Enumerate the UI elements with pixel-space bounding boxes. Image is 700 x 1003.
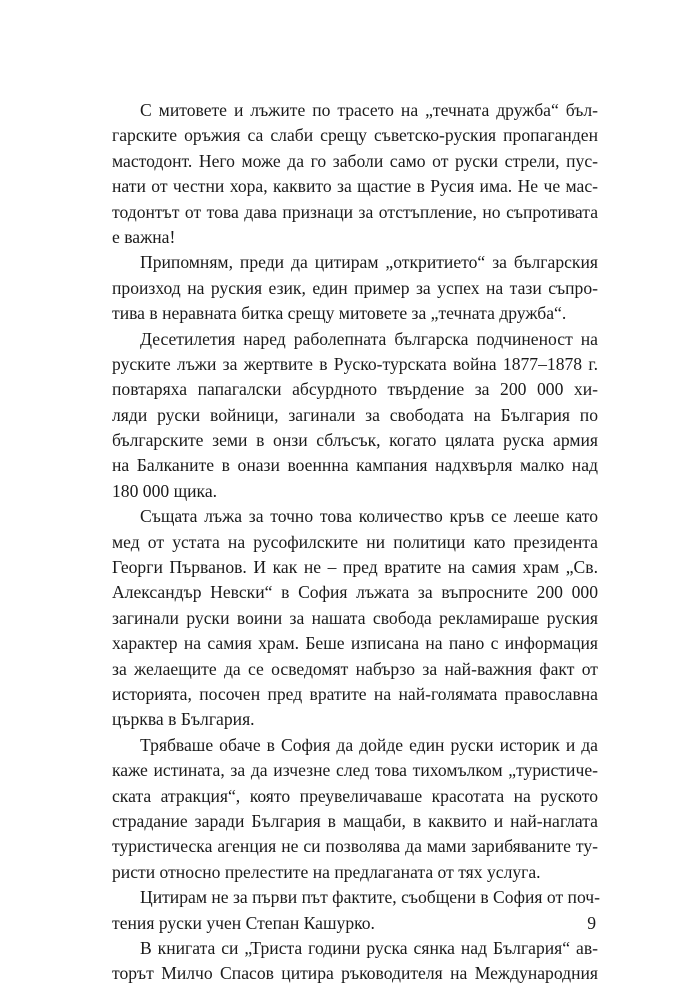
- text-line: Александър Невски“ в София лъжата за въпросните 200 000: [112, 582, 598, 603]
- paragraph: [112, 733, 598, 885]
- text-line: 180 000 щика.: [112, 480, 218, 501]
- text-line: историята, посочен пред вратите на най-голямата православна: [112, 683, 598, 704]
- text-line: Десетилетия наред раболепната българска подчиненост на: [140, 328, 598, 349]
- text-line: повтаряха папагалски абсурдното твърдение за 200 000 хи-: [112, 379, 598, 400]
- text-line: страдание заради България в мащаби, в каквито и най-наглата: [112, 810, 598, 831]
- text-line: Георги Първанов. И как не – пред вратите на самия храм „Св.: [112, 557, 598, 578]
- text-line: каже истината, за да изчезне след това тихомълком „туристиче-: [112, 760, 598, 781]
- paragraph: [112, 327, 598, 505]
- text-line: тения руски учен Степан Кашурко.: [112, 912, 375, 933]
- text-line: гарските оръжия са слаби срещу съветско-руския пропаганден: [112, 125, 598, 146]
- paragraph: [112, 936, 598, 987]
- paragraph: [112, 504, 598, 733]
- text-line: произход на руския език, един пример за успех на тази съпро-: [112, 277, 598, 298]
- text-line: ската атракция“, която преувеличаваше красотата на руското: [112, 785, 598, 806]
- text-line: за желаещите да се осведомят набързо за най-важния факт от: [112, 658, 598, 679]
- text-line: ляди руски войници, загинали за свободата на България по: [112, 404, 598, 425]
- text-line: В книгата си „Триста години руска сянка над България“ ав-: [140, 937, 598, 958]
- body-text: [112, 98, 598, 987]
- text-line: българските земи в онзи сблъсък, когато цялата руска армия: [112, 430, 598, 451]
- text-line: мастодонт. Него може да го заболи само от руски стрели, пус-: [112, 150, 598, 171]
- paragraph: [112, 98, 598, 250]
- paragraph: [112, 250, 598, 326]
- text-line: ристи относно прелестите на предлаганата от тях услуга.: [112, 861, 541, 882]
- text-line: руските лъжи за жертвите в Руско-турската война 1877–1878 г.: [112, 353, 598, 374]
- text-line: Трябваше обаче в София да дойде един руски историк и да: [140, 734, 598, 755]
- text-line: С митовете и лъжите по трасето на „течната дружба“ бъл-: [140, 100, 598, 120]
- text-line: тодонтът от това дава признаци за отстъпление, но съпротивата: [112, 201, 598, 222]
- paragraph: [112, 885, 598, 936]
- text-line: Припомням, преди да цитирам „откритието“ за българския: [140, 252, 598, 273]
- text-line: тива в неравната битка срещу митовете за „течната дружба“.: [112, 303, 567, 324]
- page-number: 9: [587, 913, 596, 933]
- text-line: туристическа агенция не си позволява да мами зарибяваните ту-: [112, 836, 598, 857]
- text-line: Същата лъжа за точно това количество кръв се лееше като: [140, 506, 598, 527]
- text-line: църква в България.: [112, 709, 255, 730]
- text-line: загинали руски воини за нашата свобода рекламираше руския: [112, 607, 598, 628]
- text-line: торът Милчо Спасов цитира ръководителя на Международния: [112, 963, 598, 984]
- text-line: нати от честни хора, каквито за щастие в Русия има. Не че мас-: [112, 176, 598, 197]
- text-line: Цитирам не за първи път фактите, съобщени в София от поч-: [140, 887, 600, 908]
- text-line: на Балканите в онази военнна кампания надхвърля малко над: [112, 455, 598, 476]
- text-line: е важна!: [112, 226, 176, 247]
- text-line: мед от устата на русофилските ни политици като президента: [112, 531, 598, 552]
- text-line: характер на самия храм. Беше изписана на пано с информация: [112, 633, 598, 654]
